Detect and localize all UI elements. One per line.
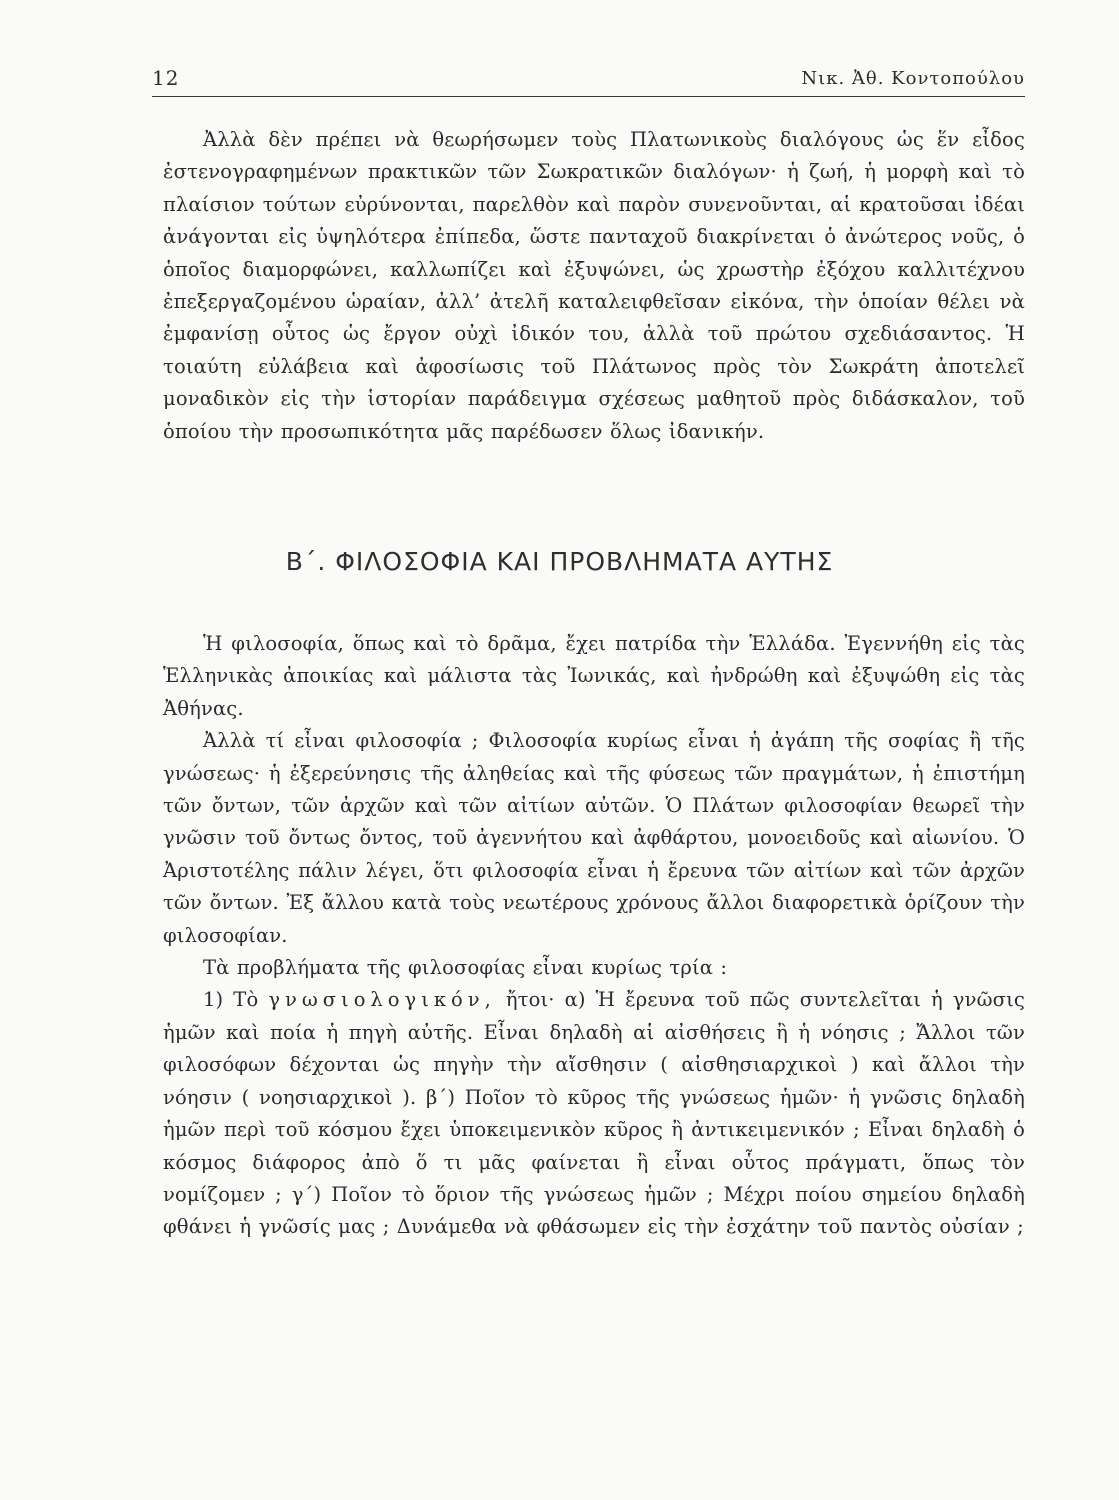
emphasized-term: γνωσιολογικόν,: [268, 988, 496, 1012]
running-head: Νικ. Ἀθ. Κοντοπούλου: [801, 68, 1025, 89]
paragraph-problem-1: [163, 984, 1025, 1243]
page-header: [152, 66, 1025, 97]
paragraph: Τὰ προβλήματα τῆς φιλοσοφίας εἶναι κυρίως τρία :: [203, 956, 728, 980]
list-number: 1) Τὸ: [203, 988, 259, 1012]
page-number: 12: [152, 66, 180, 90]
paragraph-text: ἤτοι· α) Ἡ ἔρευνα τοῦ πῶς συντελεῖται ἡ γνῶσις ἡμῶν καὶ ποία ἡ πηγὴ αὐτῆς. Εἶναι δηλαδὴ αἱ αἰσθήσεις ἢ ἡ νόησις ; Ἄλλοι τῶν φιλοσόφων δέχονται ὡς πηγὴν τὴν αἴσθησιν ( αἰσθησιαρχικοὶ ) καὶ ἄλλοι τὴν νόησιν ( νοησιαρχικοὶ ). β΄) Ποῖον τὸ κῦρος τῆς γνώσεως ἡμῶν· ἡ γνῶσις δηλαδὴ ἡμῶν περὶ τοῦ κόσμου ἔχει ὑποκειμενικὸν κῦρος ἢ ἀντικειμενικόν ; Εἶναι δηλαδὴ ὁ κόσμος διάφορος ἀπὸ ὅ τι μᾶς φαίνεται ἢ εἶναι οὗτος πράγματι, ὅπως τὸν νομίζομεν ; γ΄) Ποῖον τὸ ὅριον τῆς γνώσεως ἡμῶν ; Μέχρι ποίου σημείου δηλαδὴ φθάνει ἡ γνῶσίς μας ; Δυνάμεθα νὰ φθάσωμεν εἰς τὴν ἐσχάτην τοῦ παντὸς οὐσίαν ;: [163, 988, 1025, 1239]
section-2-text: [163, 628, 1025, 1244]
section-1-text: [163, 124, 1025, 448]
paragraph: Ἀλλὰ τί εἶναι φιλοσοφία ; Φιλοσοφία κυρίως εἶναι ἡ ἀγάπη τῆς σοφίας ἢ τῆς γνώσεως· ἡ ἐξερεύνησις τῆς ἀληθείας καὶ τῆς φύσεως τῶν πραγμάτων, ἡ ἐπιστήμη τῶν ὄντων, τῶν ἀρχῶν καὶ τῶν αἰτίων αὐτῶν. Ὁ Πλάτων φιλοσοφίαν θεωρεῖ τὴν γνῶσιν τοῦ ὄντως ὄντος, τοῦ ἀγεννήτου καὶ ἀφθάρτου, μονοειδοῦς καὶ αἰωνίου. Ὁ Ἀριστοτέλης πάλιν λέγει, ὅτι φιλοσοφία εἶναι ἡ ἔρευνα τῶν αἰτίων καὶ τῶν ἀρχῶν τῶν ὄντων. Ἐξ ἄλλου κατὰ τοὺς νεωτέρους χρόνους ἄλλοι διαφορετικὰ ὁρίζουν τὴν φιλοσοφίαν.: [163, 729, 1025, 947]
paragraph: Ἡ φιλοσοφία, ὅπως καὶ τὸ δρᾶμα, ἔχει πατρίδα τὴν Ἑλλάδα. Ἐγεννήθη εἰς τὰς Ἑλληνικὰς ἀποικίας καὶ μάλιστα τὰς Ἰωνικάς, καὶ ἠνδρώθη καὶ ἐξυψώθη εἰς τὰς Ἀθήνας.: [163, 632, 1025, 720]
section-heading: Β΄. ΦΙΛΟΣΟΦΙΑ ΚΑΙ ΠΡΟΒΛΗΜΑΤΑ ΑΥΤΗΣ: [285, 547, 834, 576]
paragraph: Ἀλλὰ δὲν πρέπει νὰ θεωρήσωμεν τοὺς Πλατωνικοὺς διαλόγους ὡς ἕν εἶδος ἐστενογραφημένων πρακτικῶν τῶν Σωκρατικῶν διαλόγων· ἡ ζωή, ἡ μορφὴ καὶ τὸ πλαίσιον τούτων εὐρύνονται, παρελθὸν καὶ παρὸν συνενοῦνται, αἱ κρατοῦσαι ἰδέαι ἀνάγονται εἰς ὑψηλότερα ἐπίπεδα, ὥστε πανταχοῦ διακρίνεται ὁ ἀνώτερος νοῦς, ὁ ὁποῖος διαμορφώνει, καλλωπίζει καὶ ἐξυψώνει, ὡς χρωστὴρ ἐξόχου καλλιτέχνου ἐπεξεργαζομένου ὡραίαν, ἀλλ’ ἀτελῆ καταλειφθεῖσαν εἰκόνα, τὴν ὁποίαν θέλει νὰ ἐμφανίσῃ οὗτος ὡς ἔργον οὐχὶ ἰδικόν του, ἀλλὰ τοῦ πρώτου σχεδιάσαντος. Ἡ τοιαύτη εὐλάβεια καὶ ἀφοσίωσις τοῦ Πλάτωνος πρὸς τὸν Σωκράτη ἀποτελεῖ μοναδικὸν εἰς τὴν ἱστορίαν παράδειγμα σχέσεως μαθητοῦ πρὸς διδάσκαλον, τοῦ ὁποίου τὴν προσωπικότητα μᾶς παρέδωσεν ὅλως ἰδανικήν.: [163, 128, 1025, 443]
